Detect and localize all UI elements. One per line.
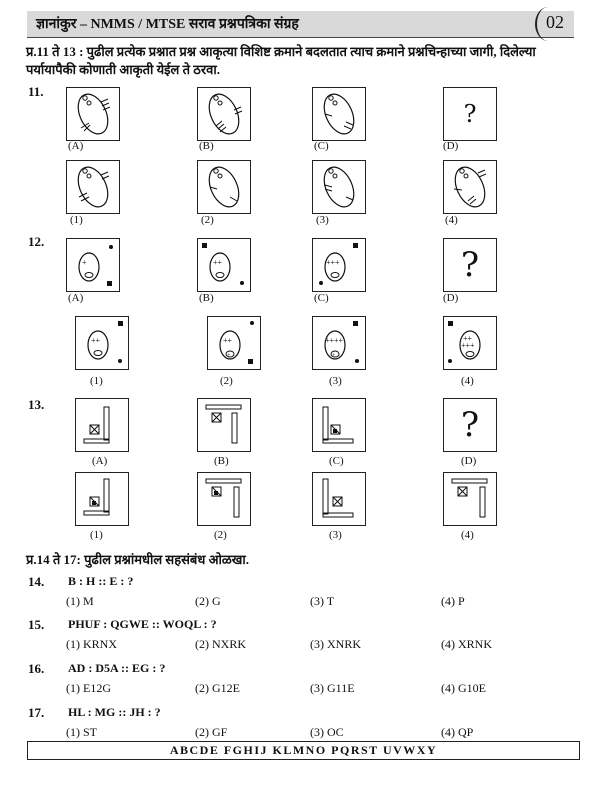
q13-option-2[interactable] xyxy=(197,472,251,526)
q13-option-label-3: (3) xyxy=(329,529,342,541)
q11-figure-d-unknown: ? xyxy=(443,87,497,141)
header-title: ज्ञानांकुर – NMMS / MTSE सराव प्रश्नपत्रिका संग्रह xyxy=(36,17,299,32)
q11-figure-c xyxy=(312,87,366,141)
q17-option-1[interactable]: (1) ST xyxy=(66,725,97,739)
q15-number: 15. xyxy=(28,617,45,632)
q11-option-label-2: (2) xyxy=(201,214,214,226)
q14-number: 14. xyxy=(28,574,45,589)
q11-label-c: (C) xyxy=(314,140,329,152)
q12-option-label-3: (3) xyxy=(329,375,342,387)
q14-option-3[interactable]: (3) T xyxy=(310,594,335,608)
q15-option-2[interactable]: (2) NXRK xyxy=(195,637,246,651)
q11-option-3[interactable] xyxy=(312,160,366,214)
q11-option-label-1: (1) xyxy=(70,214,83,226)
svg-text:++: ++ xyxy=(463,334,473,343)
q13-label-d: (D) xyxy=(461,455,477,467)
q12-option-1[interactable] xyxy=(75,316,129,370)
instruction-q14-17: प्र.14 ते 17: पुढील प्रश्नांमधील सहसंबंध ओळखा. xyxy=(26,552,250,567)
q14-option-4[interactable]: (4) P xyxy=(441,594,465,608)
q14-option-1[interactable]: (1) M xyxy=(66,594,94,608)
q12-label-d: (D) xyxy=(443,292,459,304)
instruction-q11-13: प्र.11 ते 13 : पुढील प्रत्येक प्रश्नात प्रश्न आकृत्या विशिष्ट क्रमाने बदलतात त्याच क्रमाने प्रश्नचिन्हाच्या जागी, दिलेल्या पर्यायापैकी कोणाती आकृती येईल ते ठरवा. xyxy=(26,44,536,77)
q11-option-4[interactable] xyxy=(443,160,497,214)
q16-number: 16. xyxy=(28,661,45,676)
q17-option-4[interactable]: (4) QP xyxy=(441,725,474,739)
q13-figure-c xyxy=(312,398,366,452)
q11-figure-a xyxy=(66,87,120,141)
q13-figure-b xyxy=(197,398,251,452)
q13-option-label-2: (2) xyxy=(214,529,227,541)
q11-option-label-3: (3) xyxy=(316,214,329,226)
q13-number: 13. xyxy=(28,397,45,412)
q16-stem: AD : D5A :: EG : ? xyxy=(68,661,166,675)
q13-label-a: (A) xyxy=(92,455,108,467)
q12-figure-c xyxy=(312,238,366,292)
q15-option-4[interactable]: (4) XRNK xyxy=(441,637,492,651)
q16-option-3[interactable]: (3) G11E xyxy=(310,681,355,695)
q15-stem: PHUF : QGWE :: WOQL : ? xyxy=(68,617,217,631)
q12-figure-d-unknown: ? xyxy=(443,238,497,292)
q16-option-1[interactable]: (1) E12G xyxy=(66,681,111,695)
q13-option-4[interactable] xyxy=(443,472,497,526)
svg-text:+: + xyxy=(227,353,231,359)
q13-label-b: (B) xyxy=(214,455,229,467)
q11-label-d: (D) xyxy=(443,140,459,152)
q11-label-b: (B) xyxy=(199,140,214,152)
svg-text:++: ++ xyxy=(91,336,101,345)
q12-option-label-2: (2) xyxy=(220,375,233,387)
q14-stem: B : H :: E : ? xyxy=(68,574,134,588)
q17-number: 17. xyxy=(28,705,45,720)
q12-option-3[interactable] xyxy=(312,316,366,370)
q11-option-label-4: (4) xyxy=(445,214,458,226)
q12-figure-b xyxy=(197,238,251,292)
q16-option-2[interactable]: (2) G12E xyxy=(195,681,240,695)
q13-option-label-1: (1) xyxy=(90,529,103,541)
svg-text:++++: ++++ xyxy=(325,336,344,345)
svg-text:+: + xyxy=(82,258,87,267)
alphabet-strip: ABCDE FGHIJ KLMNO PQRST UVWXY xyxy=(27,741,580,760)
q12-option-4[interactable] xyxy=(443,316,497,370)
q12-figure-a xyxy=(66,238,120,292)
q13-figure-a xyxy=(75,398,129,452)
q11-option-1[interactable] xyxy=(66,160,120,214)
q16-option-4[interactable]: (4) G10E xyxy=(441,681,486,695)
q14-option-2[interactable]: (2) G xyxy=(195,594,221,608)
q12-option-label-4: (4) xyxy=(461,375,474,387)
q11-figure-b xyxy=(197,87,251,141)
q12-option-label-1: (1) xyxy=(90,375,103,387)
q11-number: 11. xyxy=(28,84,44,99)
q11-option-2[interactable] xyxy=(197,160,251,214)
q17-option-2[interactable]: (2) GF xyxy=(195,725,228,739)
q13-figure-d-unknown: ? xyxy=(443,398,497,452)
q17-option-3[interactable]: (3) OC xyxy=(310,725,344,739)
q13-option-1[interactable] xyxy=(75,472,129,526)
q12-option-2[interactable] xyxy=(207,316,261,370)
q11-label-a: (A) xyxy=(68,140,84,152)
svg-text:+++: +++ xyxy=(326,258,340,267)
q13-option-3[interactable] xyxy=(312,472,366,526)
q13-label-c: (C) xyxy=(329,455,344,467)
svg-text:+++: +++ xyxy=(461,341,475,350)
svg-text:++: ++ xyxy=(223,336,233,345)
q15-option-1[interactable]: (1) KRNX xyxy=(66,637,117,651)
q12-number: 12. xyxy=(28,234,45,249)
q17-stem: HL : MG :: JH : ? xyxy=(68,705,161,719)
q12-label-b: (B) xyxy=(199,292,214,304)
page-number: 02 xyxy=(546,12,564,32)
q12-label-a: (A) xyxy=(68,292,84,304)
q15-option-3[interactable]: (3) XNRK xyxy=(310,637,361,651)
svg-text:+: + xyxy=(332,353,336,359)
q12-label-c: (C) xyxy=(314,292,329,304)
q13-option-label-4: (4) xyxy=(461,529,474,541)
svg-text:++: ++ xyxy=(213,258,223,267)
